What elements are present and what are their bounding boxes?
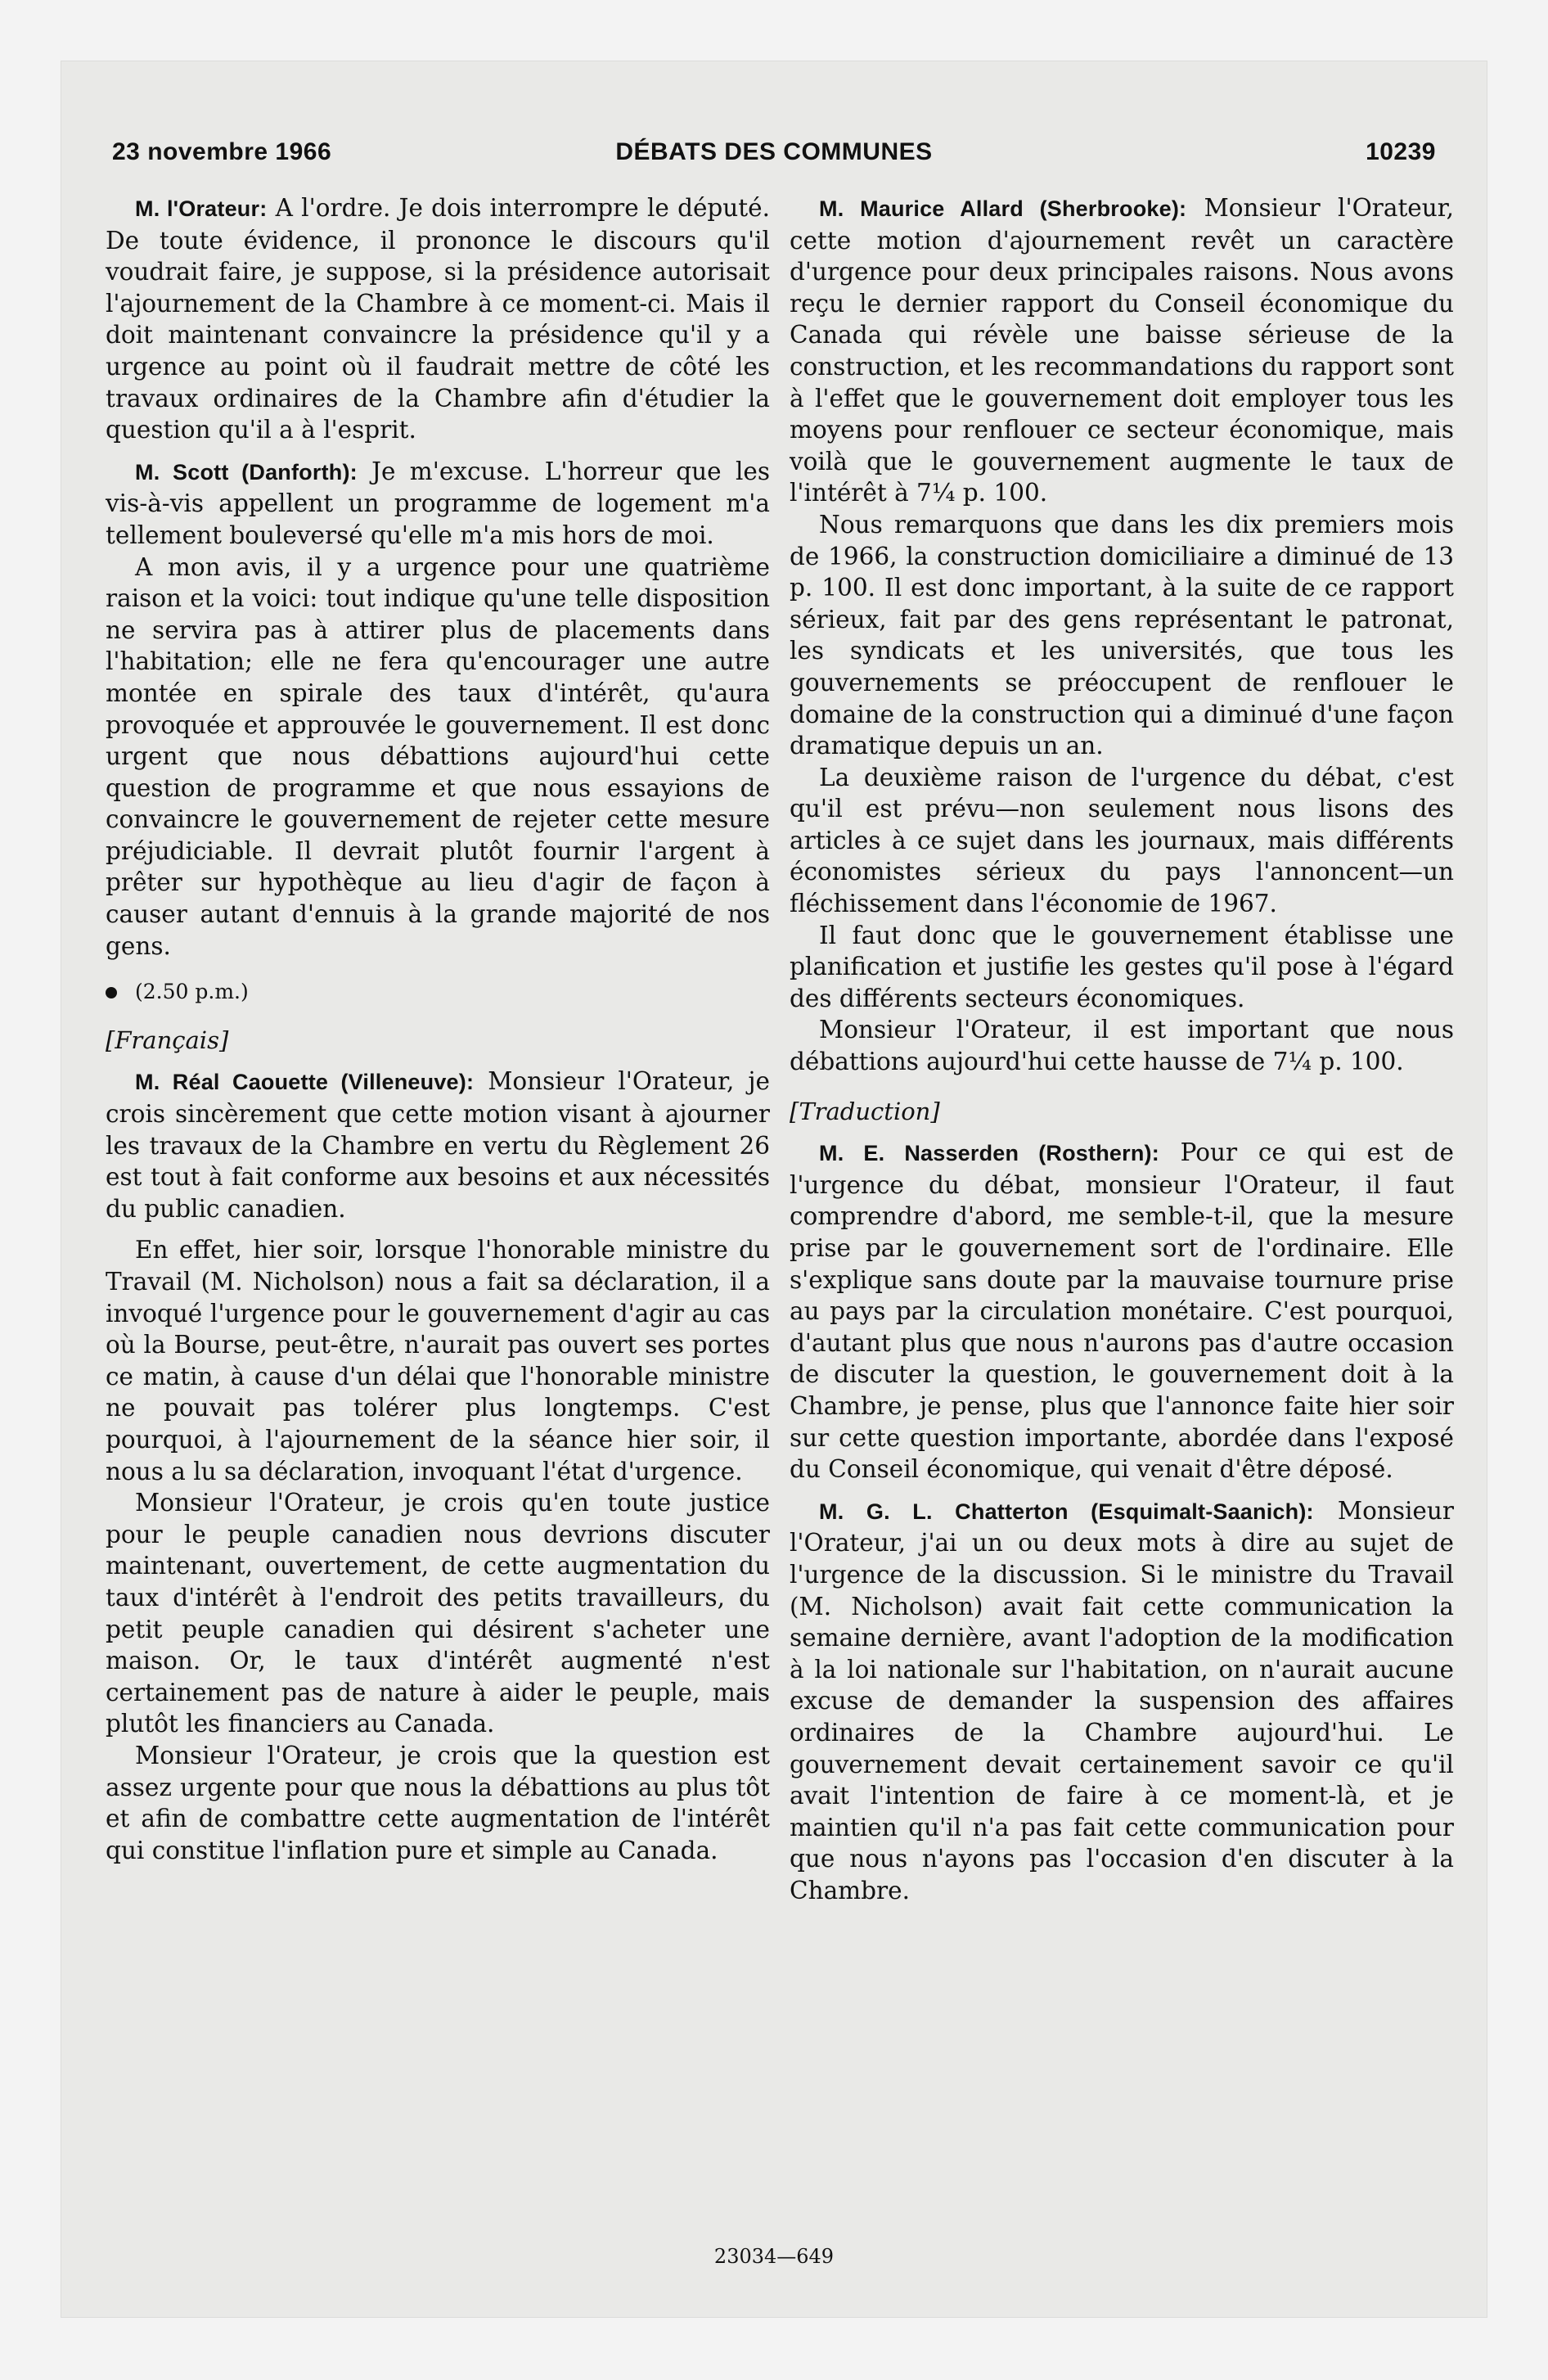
- language-tag: [Traduction]: [790, 1097, 940, 1125]
- paragraph: Il faut donc que le gouvernement établisse une planification et justifie les gestes qu'il pose à l'égard des différents secteurs économiques.: [790, 921, 1454, 1012]
- left-column: [106, 192, 770, 1866]
- paragraph: Monsieur l'Orateur, il est important que nous débattions aujourd'hui cette hausse de 7¼ p. 100.: [790, 1016, 1454, 1076]
- paragraph: Nous remarquons que dans les dix premiers mois de 1966, la construction domiciliaire a diminué de 13 p. 100. Il est donc important, à la suite de ce rapport sérieux, fait par des gens représentant le patronat, les syndicats et les universités, que tous les gouvernements se préoccupent de renflouer le domaine de la construction qui a diminué d'une façon dramatique depuis un an.: [790, 510, 1454, 760]
- paragraph-text: A l'ordre. Je dois interrompre le député. De toute évidence, il prononce le discours qu'il voudrait faire, je suppose, si la présidence autorisait l'ajournement de la Chambre à ce moment-ci. Mais il doit maintenant convaincre la présidence qu'il y a urgence au point où il faudrait mettre de côté les travaux ordinaires de la Chambre afin d'étudier la question qu'il a à l'esprit.: [106, 194, 770, 444]
- footer-code: 23034—649: [713, 2245, 835, 2268]
- paragraph-text: Pour ce qui est de l'urgence du débat, monsieur l'Orateur, il faut comprendre d'abord, me semble-t-il, que la mesure prise par le gouvernement sort de l'ordinaire. Elle s'explique sans doute par la mauvaise tournure prise au pays par la circulation monétaire. C'est pourquoi, d'autant plus que nous n'aurons pas d'autre occasion de discuter la question, le gouvernement doit à la Chambre, je pense, plus que l'annonce faite hier soir sur cette question importante, abordée dans l'exposé du Conseil économique, qui venait d'être déposé.: [790, 1138, 1454, 1484]
- page-sheet: [61, 61, 1487, 2318]
- time-stamp: [106, 976, 770, 1008]
- paragraph: [790, 1137, 1454, 1485]
- speaker-name: M. l'Orateur:: [135, 196, 268, 221]
- paragraph: Monsieur l'Orateur, je crois que la question est assez urgente pour que nous la débattions au plus tôt et afin de combattre cette augmentation de l'intérêt qui constitue l'inflation pure et simple au Canada.: [106, 1741, 770, 1864]
- paragraph: [790, 192, 1454, 509]
- paragraph: [106, 1066, 770, 1224]
- speaker-name: M. Réal Caouette (Villeneuve):: [135, 1070, 475, 1095]
- paragraph: La deuxième raison de l'urgence du débat, c'est qu'il est prévu—non seulement nous lisons des articles à ce sujet dans les journaux, mais différents économistes sérieux du pays l'annoncent—un fléchissement dans l'économie de 1967.: [790, 763, 1454, 918]
- speaker-name: M. Maurice Allard (Sherbrooke):: [819, 196, 1187, 221]
- language-tag: [Français]: [106, 1025, 229, 1054]
- speaker-name: M. E. Nasserden (Rosthern):: [819, 1141, 1159, 1166]
- paragraph: [106, 456, 770, 552]
- paragraph: A mon avis, il y a urgence pour une quatrième raison et la voici: tout indique qu'une telle disposition ne servira pas à attirer plus de placements dans l'habitation; elle ne fera qu'encourager une autre montée en spirale des taux d'intérêt, qu'aura provoquée et approuvée le gouvernement. Il est donc urgent que nous débattions aujourd'hui cette question de programme et que nous essayions de convaincre le gouvernement de rejeter cette mesure préjudiciable. Il devrait plutôt fournir l'argent à prêter sur hypothèque au lieu d'agir de façon à causer autant d'ennuis à la grande majorité de nos gens.: [106, 552, 770, 960]
- right-column: [790, 192, 1454, 1906]
- header-title: DÉBATS DES COMMUNES: [615, 138, 933, 165]
- paragraph-text: Je m'excuse. L'horreur que les vis-à-vis appellent un programme de logement m'a tellement bouleversé qu'elle m'a mis hors de moi.: [106, 457, 770, 549]
- paragraph: [790, 1495, 1454, 1907]
- header-page-number: 10239: [1366, 138, 1436, 165]
- paragraph-text: Monsieur l'Orateur, cette motion d'ajournement revêt un caractère d'urgence pour deux principales raisons. Nous avons reçu le dernier rapport du Conseil économique du Canada qui révèle une baisse sérieuse de la construction, et les recommandations du rapport sont à l'effet que le gouvernement doit employer tous les moyens pour renflouer ce secteur économique, mais voilà que le gouvernement augmente le taux de l'intérêt à 7¼ p. 100.: [790, 194, 1454, 507]
- bullet-icon: [106, 987, 117, 998]
- paragraph: En effet, hier soir, lorsque l'honorable ministre du Travail (M. Nicholson) nous a fait sa déclaration, il a invoqué l'urgence pour le gouvernement d'agir au cas où la Bourse, peut-être, n'aurait pas ouvert ses portes ce matin, à cause d'un délai que l'honorable ministre ne pouvait pas tolérer plus longtemps. C'est pourquoi, à l'ajournement de la séance hier soir, il nous a lu sa déclaration, invoquant l'état d'urgence.: [106, 1236, 770, 1485]
- speaker-name: M. G. L. Chatterton (Esquimalt-Saanich):: [819, 1499, 1314, 1524]
- paragraph: [106, 192, 770, 446]
- time-stamp-text: (2.50 p.m.): [135, 980, 249, 1004]
- paragraph-text: Monsieur l'Orateur, j'ai un ou deux mots à dire au sujet de l'urgence de la discussion. Si le ministre du Travail (M. Nicholson) avait fait cette communication la semaine dernière, avant l'adoption de la modification à la loi nationale sur l'habitation, on n'aurait aucune excuse de demander la suspension des affaires ordinaires de la Chambre aujourd'hui. Le gouvernement devait certainement savoir ce qu'il avait l'intention de faire à ce moment-là, et je maintien qu'il n'a pas fait cette communication pour que nous n'ayons pas l'occasion d'en discuter à la Chambre.: [790, 1496, 1454, 1904]
- header-date: 23 novembre 1966: [112, 138, 332, 165]
- speaker-name: M. Scott (Danforth):: [135, 459, 358, 485]
- paragraph: Monsieur l'Orateur, je crois qu'en toute justice pour le peuple canadien nous devrions discuter maintenant, ouvertement, de cette augmentation du taux d'intérêt à l'endroit des petits travailleurs, du petit peuple canadien qui désirent s'acheter une maison. Or, le taux d'intérêt augmenté n'est certainement pas de nature à aider le peuple, mais plutôt les financiers au Canada.: [106, 1489, 770, 1738]
- paragraph-text: Monsieur l'Orateur, je crois sincèrement que cette motion visant à ajourner les travaux de la Chambre en vertu du Règlement 26 est tout à fait conforme aux besoins et aux nécessités du public canadien.: [106, 1067, 770, 1223]
- page-header: [112, 138, 1436, 179]
